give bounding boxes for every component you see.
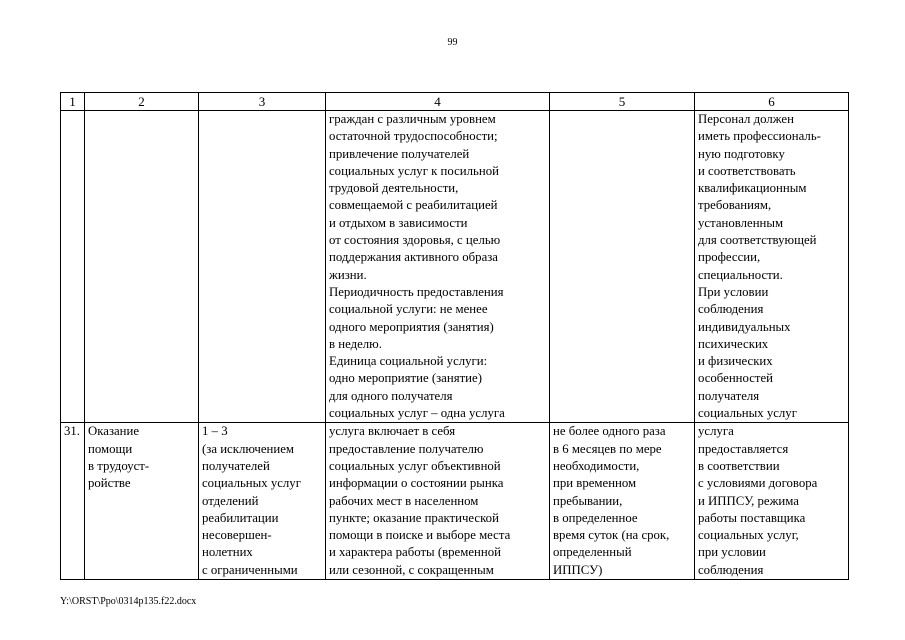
cell-text-line: в трудоуст- — [88, 458, 150, 473]
cell-text-line: остаточной трудоспособности; — [329, 129, 498, 144]
cell-text-line: квалификационным — [698, 181, 807, 196]
cell-text-line: соблюдения — [698, 302, 764, 317]
cell-text-line: социальных услуг объективной — [329, 458, 501, 473]
page-number: 99 — [447, 37, 458, 48]
cell-service-name — [85, 111, 199, 423]
cell-text-line: одно мероприятие (занятие) — [329, 371, 482, 386]
cell-text-line: с условиями договора — [698, 476, 818, 491]
cell-text-line: социальных услуг — [698, 406, 797, 421]
cell-text-line: социальных услуг, — [698, 528, 799, 543]
cell-text-line: Периодичность предоставления — [329, 284, 504, 299]
cell-text-line: в 6 месяцев по мере — [553, 441, 662, 456]
cell-text-line: социальных услуг к посильной — [329, 163, 499, 178]
cell-text-line: привлечение получателей — [329, 146, 470, 161]
cell-text-line: помощи — [88, 441, 133, 456]
cell-text-line: получателя — [698, 388, 760, 403]
cell-text-line: социальных услуг — [202, 476, 301, 491]
cell-text-line: и отдыхом в зависимости — [329, 215, 468, 230]
cell-text-line: Персонал должен — [698, 112, 794, 126]
cell-text-line: особенностей — [698, 371, 774, 386]
cell-text-line: рабочих мест в населенном — [329, 493, 479, 508]
cell-text-line: услуга — [698, 424, 734, 439]
cell-text-line: время суток (на срок, — [553, 528, 670, 543]
cell-text-line: профессии, — [698, 250, 761, 265]
cell-text-line: работы поставщика — [698, 510, 806, 525]
cell-text-line: Единица социальной услуги: — [329, 354, 488, 369]
cell-text-line: определенный — [553, 545, 632, 560]
cell-text-line: в неделю. — [329, 336, 382, 351]
cell-description — [326, 423, 550, 580]
cell-text-line: пункте; оказание практической — [329, 510, 499, 525]
cell-text-line: и ИППСУ, режима — [698, 493, 799, 508]
cell-text-line: не более одного раза — [553, 424, 666, 439]
cell-number — [61, 423, 85, 580]
cell-text-line: отделений — [202, 493, 259, 508]
cell-text-line: реабилитации — [202, 510, 279, 525]
header-cell-6: 6 — [695, 93, 849, 111]
header-cell-4: 4 — [326, 93, 550, 111]
cell-text-line: граждан с различным уровнем — [329, 112, 496, 126]
cell-text-line: в соответствии — [698, 458, 780, 473]
cell-text-line: нолетних — [202, 545, 253, 560]
cell-text-line: ную подготовку — [698, 146, 785, 161]
cell-text-line: или сезонной, с сокращенным — [329, 562, 494, 577]
cell-text-line: несовершен- — [202, 528, 272, 543]
cell-service-name — [85, 423, 199, 580]
header-cell-2: 2 — [85, 93, 199, 111]
header-cell-1: 1 — [61, 93, 85, 111]
cell-text-line: ройстве — [88, 476, 131, 491]
cell-text-line: специальности. — [698, 267, 783, 282]
cell-text-line: социальных услуг – одна услуга — [329, 406, 505, 421]
cell-text-line: для одного получателя — [329, 388, 453, 403]
cell-text-line: от состояния здоровья, с целью — [329, 233, 501, 248]
cell-text-line: и физических — [698, 354, 773, 369]
cell-text-line: предоставляется — [698, 441, 789, 456]
table-header-row — [61, 93, 849, 111]
cell-text-line: иметь профессиональ- — [698, 129, 821, 144]
cell-text-line: совмещаемой с реабилитацией — [329, 198, 498, 213]
cell-text-line: поддержания активного образа — [329, 250, 498, 265]
cell-text-line: требованиям, — [698, 198, 772, 213]
cell-text-line: с ограниченными — [202, 562, 298, 577]
cell-text-line: и соответствовать — [698, 163, 796, 178]
file-path-footer: Y:\ORST\Ppo\0314p135.f22.docx — [60, 596, 197, 607]
cell-text-line: соблюдения — [698, 562, 764, 577]
cell-text-line: для соответствующей — [698, 233, 817, 248]
cell-text-line: услуга включает в себя — [329, 424, 456, 439]
cell-recipients — [199, 423, 326, 580]
cell-text-line: и характера работы (временной — [329, 545, 501, 560]
table-row-continued — [61, 111, 849, 423]
cell-text-line: психических — [698, 336, 769, 351]
cell-text-line: Оказание — [88, 424, 140, 439]
cell-text-line: при условии — [698, 545, 766, 560]
cell-text-line: трудовой деятельности, — [329, 181, 459, 196]
cell-recipients — [199, 111, 326, 423]
cell-text-line: в определенное — [553, 510, 638, 525]
cell-text-line: (за исключением — [202, 441, 294, 456]
cell-text-line: при временном — [553, 476, 637, 491]
cell-terms — [550, 423, 695, 580]
cell-text-line: 1 – 3 — [202, 424, 228, 439]
cell-text-line: ИППСУ) — [553, 562, 603, 577]
cell-text-line: необходимости, — [553, 458, 640, 473]
header-cell-3: 3 — [199, 93, 326, 111]
cell-terms — [550, 111, 695, 423]
cell-text-line: 31. — [64, 424, 80, 439]
header-cell-5: 5 — [550, 93, 695, 111]
cell-conditions — [695, 111, 849, 423]
cell-number — [61, 111, 85, 423]
cell-text-line: установленным — [698, 215, 784, 230]
cell-text-line: одного мероприятия (занятия) — [329, 319, 494, 334]
cell-text-line: При условии — [698, 284, 769, 299]
cell-text-line: индивидуальных — [698, 319, 791, 334]
cell-text-line: информации о состоянии рынка — [329, 476, 504, 491]
cell-text-line: пребывании, — [553, 493, 623, 508]
cell-description — [326, 111, 550, 423]
cell-text-line: жизни. — [329, 267, 367, 282]
cell-text-line: предоставление получателю — [329, 441, 484, 456]
table-row-31 — [61, 423, 849, 580]
cell-text-line: социальной услуги: не менее — [329, 302, 488, 317]
cell-conditions — [695, 423, 849, 580]
cell-text-line: помощи в поиске и выборе места — [329, 528, 511, 543]
cell-text-line: получателей — [202, 458, 270, 473]
services-table — [60, 92, 849, 580]
